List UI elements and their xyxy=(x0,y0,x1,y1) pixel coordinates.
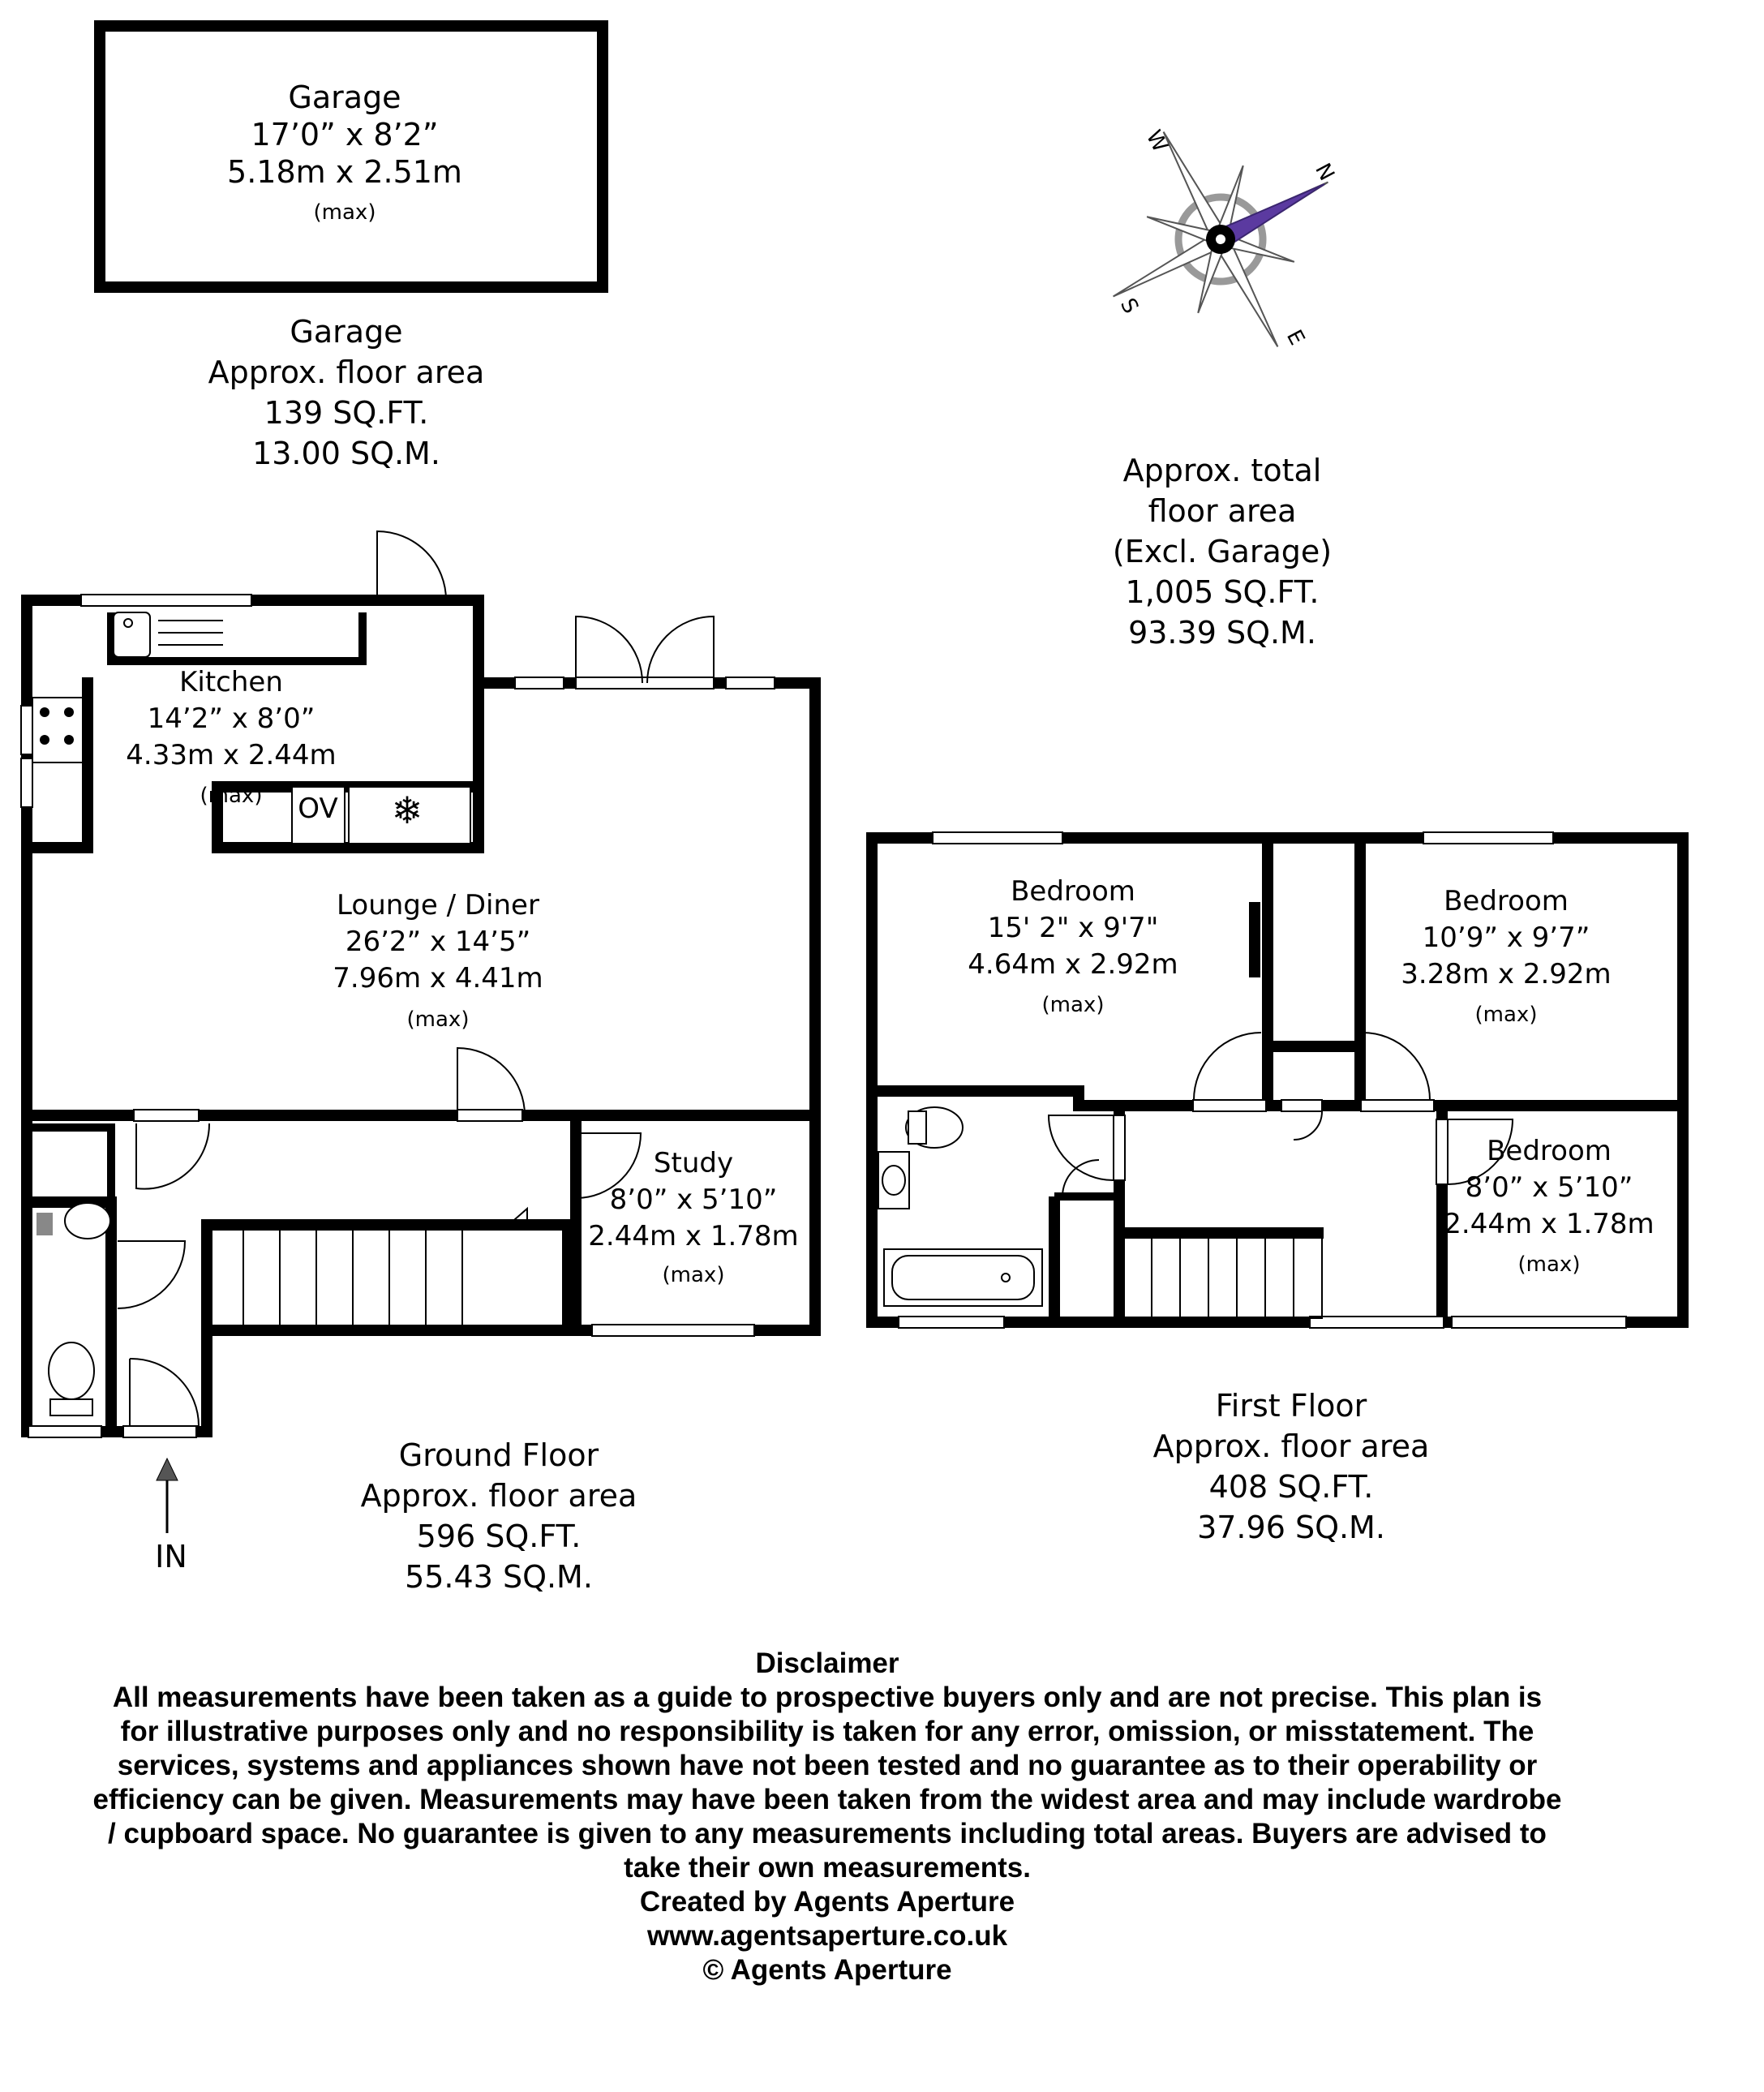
total-area-sqm: 93.39 SQ.M. xyxy=(1128,615,1316,651)
first-floor-title: First Floor xyxy=(1215,1388,1367,1424)
bedroom2-name: Bedroom xyxy=(1444,885,1569,917)
lounge-note: (max) xyxy=(406,1007,470,1032)
study-note: (max) xyxy=(662,1263,725,1287)
compass-south-letter: S xyxy=(1114,294,1144,318)
lounge-dims-imperial: 26’2” x 14’5” xyxy=(345,926,531,958)
total-area-sqft: 1,005 SQ.FT. xyxy=(1125,574,1320,610)
oven-label: OV xyxy=(298,793,338,825)
bedroom3-dims-metric: 2.44m x 1.78m xyxy=(1444,1208,1655,1240)
total-area-line3: (Excl. Garage) xyxy=(1112,534,1333,569)
disclaimer-block xyxy=(32,1647,1622,1987)
ground-floor-area-sqm: 55.43 SQ.M. xyxy=(405,1559,593,1595)
garage-area-sqm: 13.00 SQ.M. xyxy=(252,436,440,471)
website-link[interactable]: www.agentsaperture.co.uk xyxy=(646,1920,1008,1952)
kitchen-name: Kitchen xyxy=(179,666,283,698)
bedroom1-name: Bedroom xyxy=(1011,875,1135,908)
credit-text: Created by Agents Aperture xyxy=(639,1886,1015,1918)
garage-dims-imperial: 17’0” x 8’2” xyxy=(251,117,439,152)
garage-room-name: Garage xyxy=(288,79,401,115)
total-area-line1: Approx. total xyxy=(1122,453,1322,488)
ground-floor-area-label: Approx. floor area xyxy=(360,1478,637,1514)
garage-area-heading: Garage xyxy=(290,314,403,350)
first-floor-area-sqm: 37.96 SQ.M. xyxy=(1197,1510,1385,1545)
freezer-icon: ❄ xyxy=(391,788,423,832)
garage-note: (max) xyxy=(313,200,376,225)
bedroom1-dims-imperial: 15' 2" x 9'7" xyxy=(987,912,1159,944)
disclaimer-heading: Disclaimer xyxy=(755,1647,899,1679)
disclaimer-line: All measurements have been taken as a guide to prospective buyers only and are not precise. This plan is xyxy=(112,1682,1543,1713)
bedroom1-note: (max) xyxy=(1041,993,1105,1017)
first-floor-area-label: Approx. floor area xyxy=(1152,1428,1430,1464)
study-dims-imperial: 8’0” x 5’10” xyxy=(609,1183,778,1216)
first-floor-area-sqft: 408 SQ.FT. xyxy=(1208,1469,1374,1505)
bedroom1-dims-metric: 4.64m x 2.92m xyxy=(968,948,1178,981)
lounge-name: Lounge / Diner xyxy=(337,889,539,921)
garage-dims-metric: 5.18m x 2.51m xyxy=(227,154,462,190)
study-dims-metric: 2.44m x 1.78m xyxy=(588,1220,799,1252)
total-area-line2: floor area xyxy=(1148,493,1297,529)
disclaimer-line: / cupboard space. No guarantee is given to any measurements including total areas. Buyers are advised to xyxy=(108,1818,1547,1849)
bedroom2-dims-imperial: 10’9” x 9’7” xyxy=(1422,921,1590,954)
garage-area-label: Approx. floor area xyxy=(208,354,485,390)
bedroom3-note: (max) xyxy=(1517,1252,1581,1277)
disclaimer-line: for illustrative purposes only and no responsibility is taken for any error, omission, or misstatement. The xyxy=(120,1716,1534,1747)
bedroom2-note: (max) xyxy=(1474,1003,1538,1027)
ground-floor-area-sqft: 596 SQ.FT. xyxy=(416,1519,582,1554)
lounge-dims-metric: 7.96m x 4.41m xyxy=(333,962,543,994)
kitchen-note: (max) xyxy=(200,784,263,808)
entrance-label: IN xyxy=(155,1539,187,1574)
ground-floor-plan xyxy=(21,531,815,1533)
kitchen-dims-metric: 4.33m x 2.44m xyxy=(126,739,337,771)
compass-north-letter: N xyxy=(1310,159,1339,185)
disclaimer-line: efficiency can be given. Measurements may have been taken from the widest area and may include wardrobe xyxy=(92,1784,1562,1815)
compass-west-letter: W xyxy=(1140,126,1173,157)
compass-rose xyxy=(1056,75,1385,404)
copyright-text: © Agents Aperture xyxy=(702,1954,952,1986)
kitchen-dims-imperial: 14’2” x 8’0” xyxy=(147,702,315,735)
study-name: Study xyxy=(653,1147,734,1179)
garage-area-sqft: 139 SQ.FT. xyxy=(264,395,429,431)
bedroom2-dims-metric: 3.28m x 2.92m xyxy=(1401,958,1612,990)
bedroom3-dims-imperial: 8’0” x 5’10” xyxy=(1465,1171,1633,1204)
disclaimer-line: take their own measurements. xyxy=(624,1852,1031,1884)
compass-east-letter: E xyxy=(1281,325,1310,350)
ground-floor-title: Ground Floor xyxy=(398,1437,599,1473)
bedroom3-name: Bedroom xyxy=(1487,1135,1612,1167)
disclaimer-line: services, systems and appliances shown have not been tested and no guarantee as to their operability or xyxy=(117,1750,1538,1781)
